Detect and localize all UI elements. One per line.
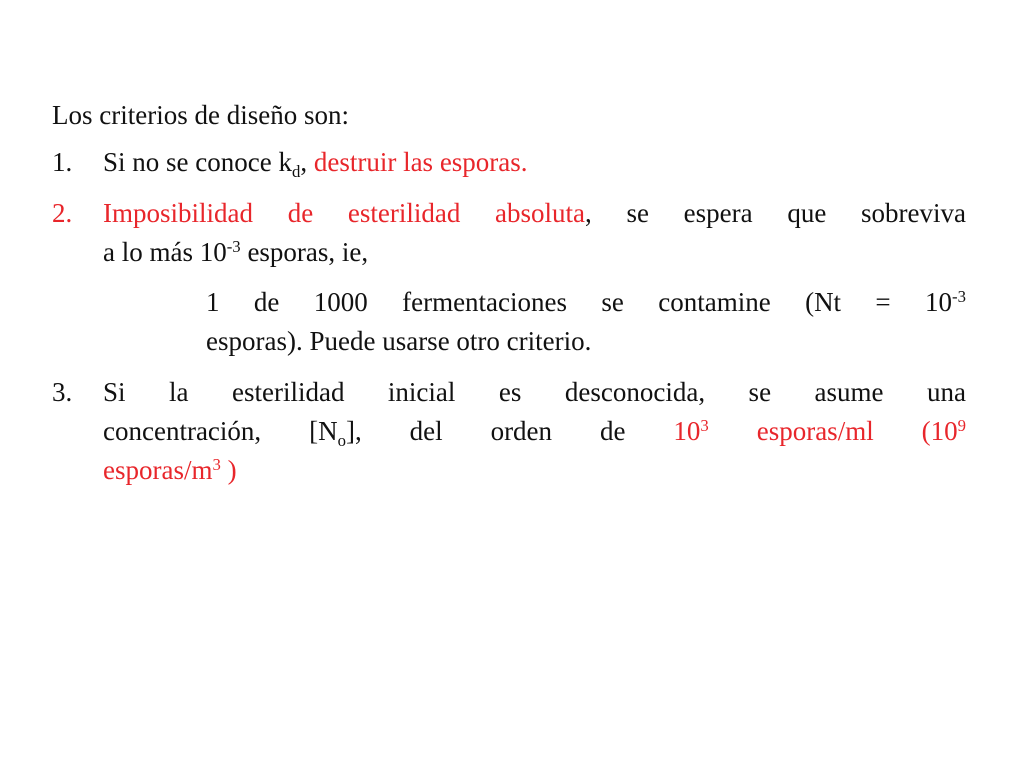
no-subscript: o: [337, 430, 346, 450]
item3-text-e: ): [220, 455, 237, 485]
item3-text-d: esporas/m: [103, 455, 213, 485]
item3-line-1: Si la esterilidad inicial es desconocida, se asume una: [103, 377, 966, 407]
item3-exponent-9: 9: [957, 415, 966, 435]
list-item-number: 1.: [52, 147, 73, 177]
list-item-2: [52, 194, 966, 272]
item2-exponent: -3: [226, 236, 241, 256]
list-item-3: [52, 373, 966, 490]
kd-subscript: d: [291, 161, 301, 181]
item1-comma: ,: [300, 147, 308, 177]
item3-text-a: concentración, [N: [103, 416, 338, 446]
item3-red-base: 10: [673, 416, 701, 446]
item2-line-1: [103, 194, 966, 233]
item3-red-value: [673, 416, 708, 446]
note-line-1: [206, 283, 966, 322]
note-text-a: 1 de 1000 fermentaciones se contamine (Nt = 10: [206, 287, 953, 317]
list-item-number: 2.: [52, 198, 73, 228]
note-exponent: -3: [952, 286, 966, 306]
item2-text-c: esporas, ie,: [240, 237, 369, 267]
item3-red-exponent: 3: [700, 415, 709, 435]
item3-exponent-3: 3: [212, 454, 221, 474]
item2-text-a: , se espera que sobreviva: [585, 198, 966, 228]
item3-line-3: [103, 451, 966, 490]
list-item-text: [103, 194, 966, 272]
slide-heading: Los criterios de diseño son:: [52, 100, 349, 130]
item3-text-b: ], del orden de: [345, 416, 674, 446]
list-item-number: 3.: [52, 377, 73, 407]
item3-text-c: esporas/ml (10: [708, 416, 958, 446]
item2-red-text: Imposibilidad de esterilidad absoluta: [103, 198, 586, 228]
item3-line-2: [103, 412, 966, 451]
list-item-1: [52, 143, 966, 182]
item1-red-text: destruir las esporas.: [307, 147, 528, 177]
criterion-note: [206, 283, 966, 361]
note-line-2: esporas). Puede usarse otro criterio.: [206, 326, 592, 356]
item2-line-2: [103, 233, 966, 272]
item2-text-b: a lo más 10: [103, 237, 227, 267]
item3-red-unit: [709, 416, 966, 446]
list-item-text: [103, 373, 966, 490]
item1-text: Si no se conoce k: [103, 147, 292, 177]
list-item-text: [103, 143, 966, 182]
